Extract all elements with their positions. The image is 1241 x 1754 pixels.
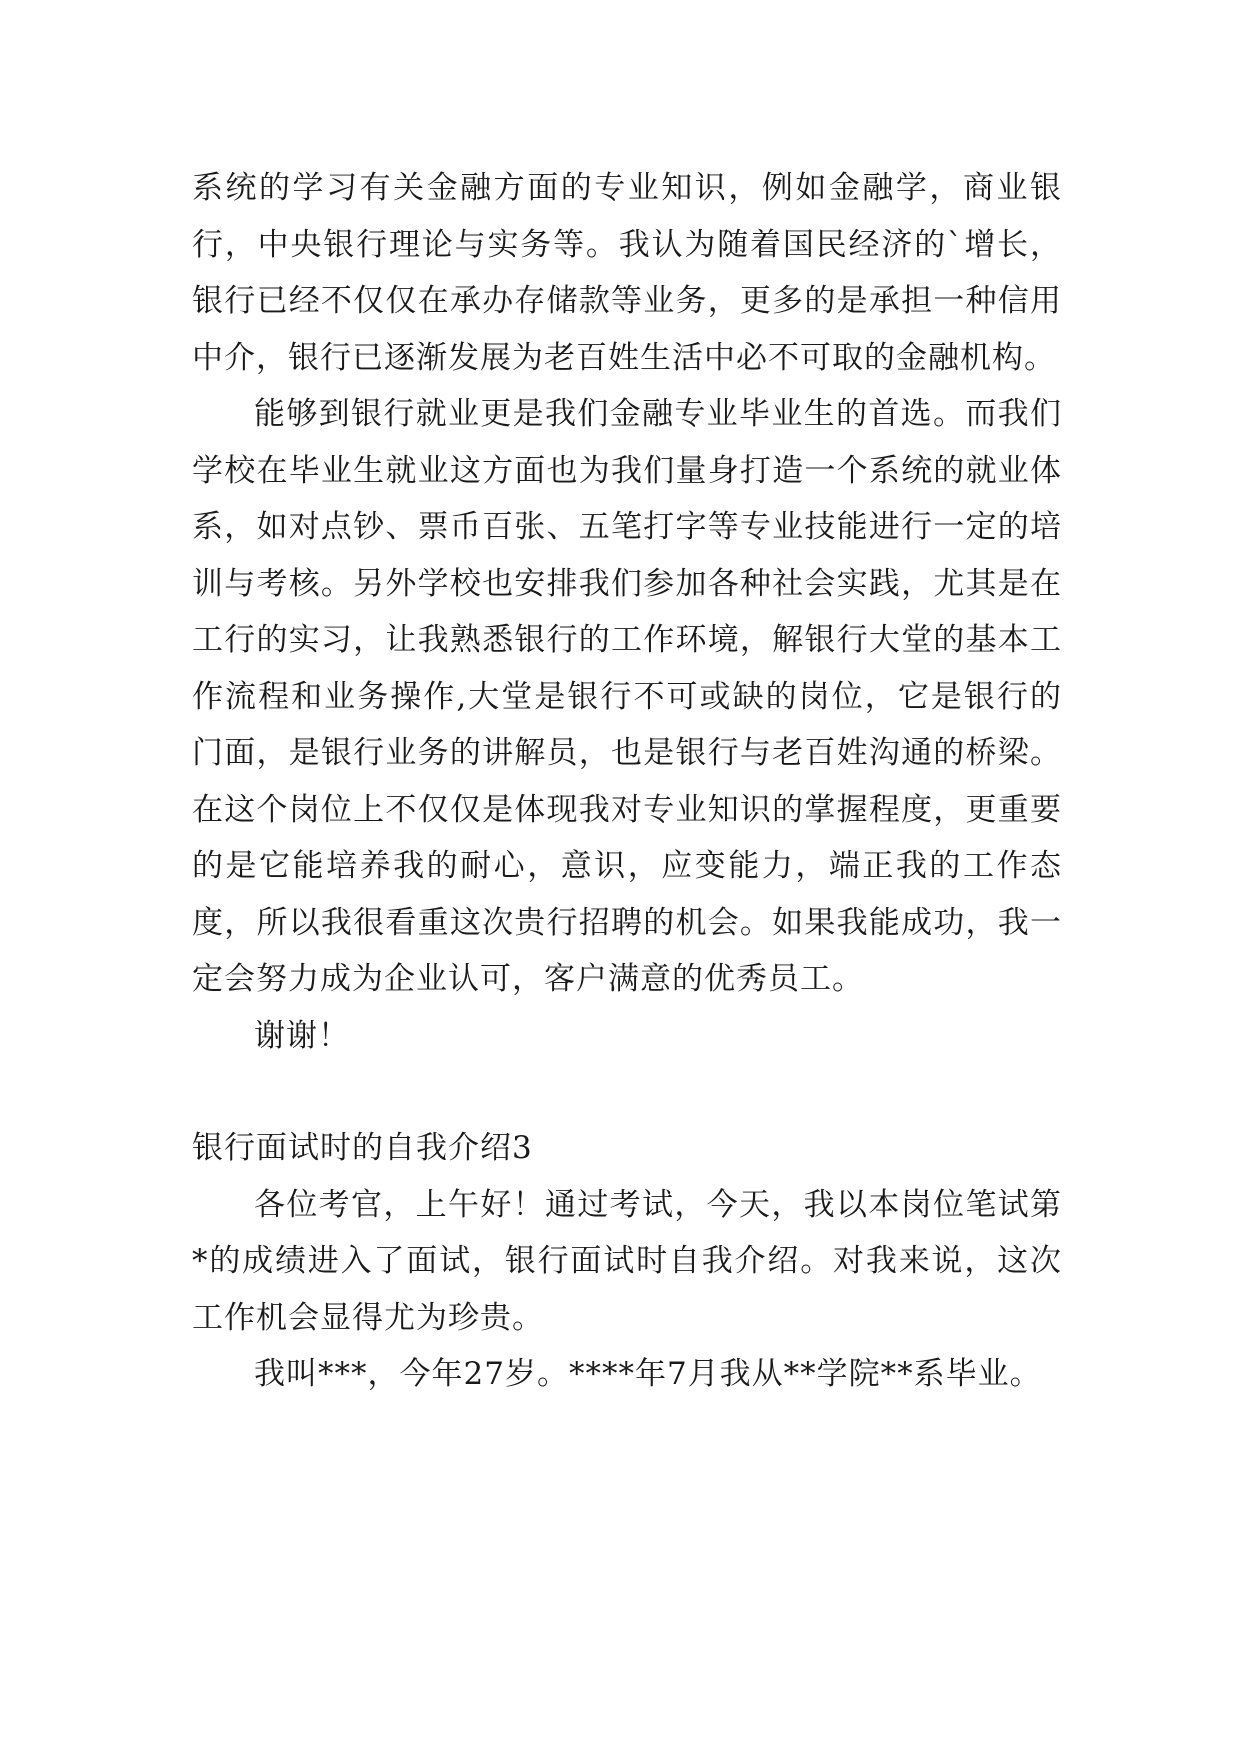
paragraph-banking-knowledge: 系统的学习有关金融方面的专业知识，例如金融学，商业银行，中央银行理论与实务等。我认为随着国民经济的`增长，银行已经不仅仅在承办存储款等业务，更多的是承担一种信用中介，银行已逐渐发展为老百姓生活中必不可取的金融机构。: [192, 170, 1062, 376]
section-spacer: [192, 1064, 1062, 1120]
paragraph-greeting: 各位考官，上午好！通过考试，今天，我以本岗位笔试第*的成绩进入了面试，银行面试时自我介绍。对我来说，这次工作机会显得尤为珍贵。: [192, 1186, 1062, 1336]
paragraph-employment-training: 能够到银行就业更是我们金融专业毕业生的首选。而我们学校在毕业生就业这方面也为我们量身打造一个系统的就业体系，如对点钞、票币百张、五笔打字等专业技能进行一定的培训与考核。另外学校也安排我们参加各种社会实践，尤其是在工行的实习，让我熟悉银行的工作环境，解银行大堂的基本工作流程和业务操作,大堂是银行不可或缺的岗位，它是银行的门面，是银行业务的讲解员，也是银行与老百姓沟通的桥梁。在这个岗位上不仅仅是体现我对专业知识的掌握程度，更重要的是它能培养我的耐心，意识，应变能力，端正我的工作态度，所以我很看重这次贵行招聘的机会。如果我能成功，我一定会努力成为企业认可，客户满意的优秀员工。: [192, 396, 1062, 997]
paragraph-introduction: 我叫***，今年27岁。****年7月我从**学院**系毕业。: [254, 1356, 1042, 1392]
document-body: [192, 160, 1062, 1403]
section-heading: 银行面试时的自我介绍3: [192, 1130, 533, 1166]
thanks-line: 谢谢！: [254, 1017, 350, 1054]
